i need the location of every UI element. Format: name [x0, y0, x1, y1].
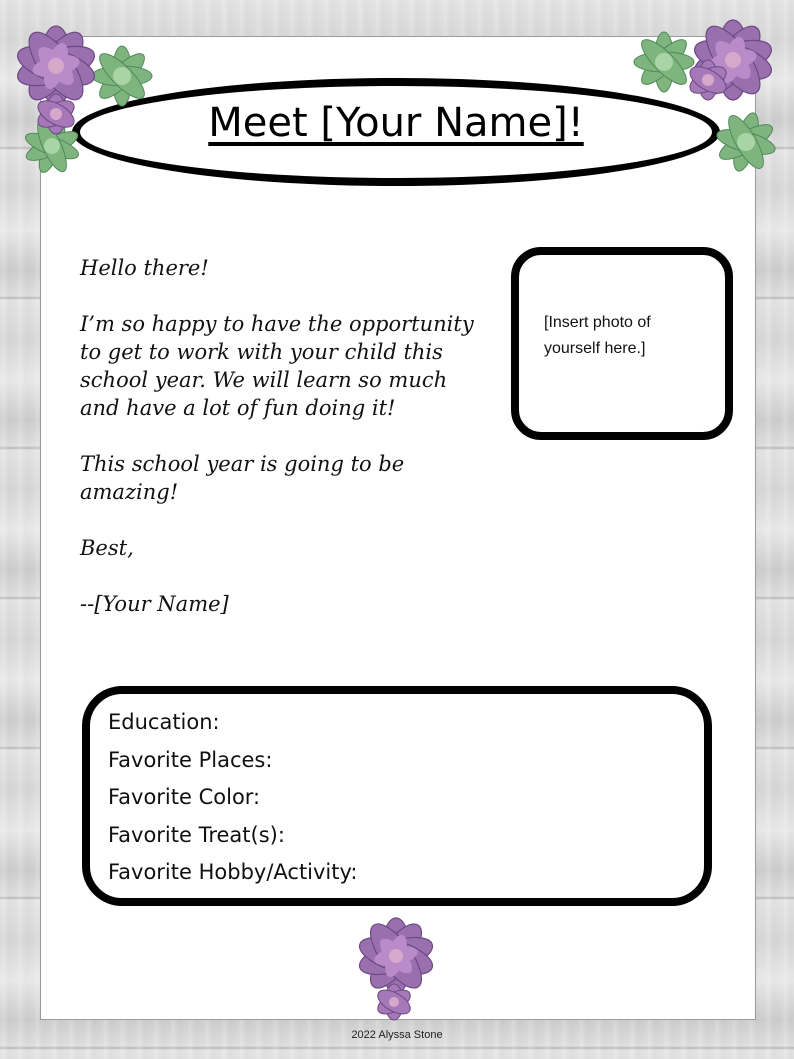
letter-closing: Best, [80, 536, 134, 560]
letter-signature: --[Your Name] [80, 592, 229, 616]
fact-favorite-hobby: Favorite Hobby/Activity: [108, 860, 358, 884]
succulent-top-left-icon [4, 14, 164, 179]
facts-list [108, 704, 357, 892]
fact-favorite-places: Favorite Places: [108, 747, 273, 772]
letter-paragraph-1: I’m so happy to have the opportunity to get to work with your child this school year. We will learn so much and have a lot of fun doing it! [80, 312, 474, 420]
succulent-top-right-icon [628, 10, 788, 175]
fact-education: Education: [108, 710, 220, 734]
page-title: Meet [Your Name]! [208, 100, 584, 146]
copyright-footer: 2022 Alyssa Stone [351, 1029, 443, 1041]
fact-favorite-color: Favorite Color: [108, 785, 261, 809]
letter-paragraph-2: This school year is going to be amazing! [80, 452, 405, 504]
succulent-bottom-center-icon [338, 908, 456, 1026]
welcome-letter [80, 254, 490, 646]
photo-placeholder-text: [Insert photo of yourself here.] [544, 314, 651, 357]
letter-greeting: Hello there! [80, 256, 209, 280]
fact-favorite-treats: Favorite Treat(s): [108, 822, 285, 847]
